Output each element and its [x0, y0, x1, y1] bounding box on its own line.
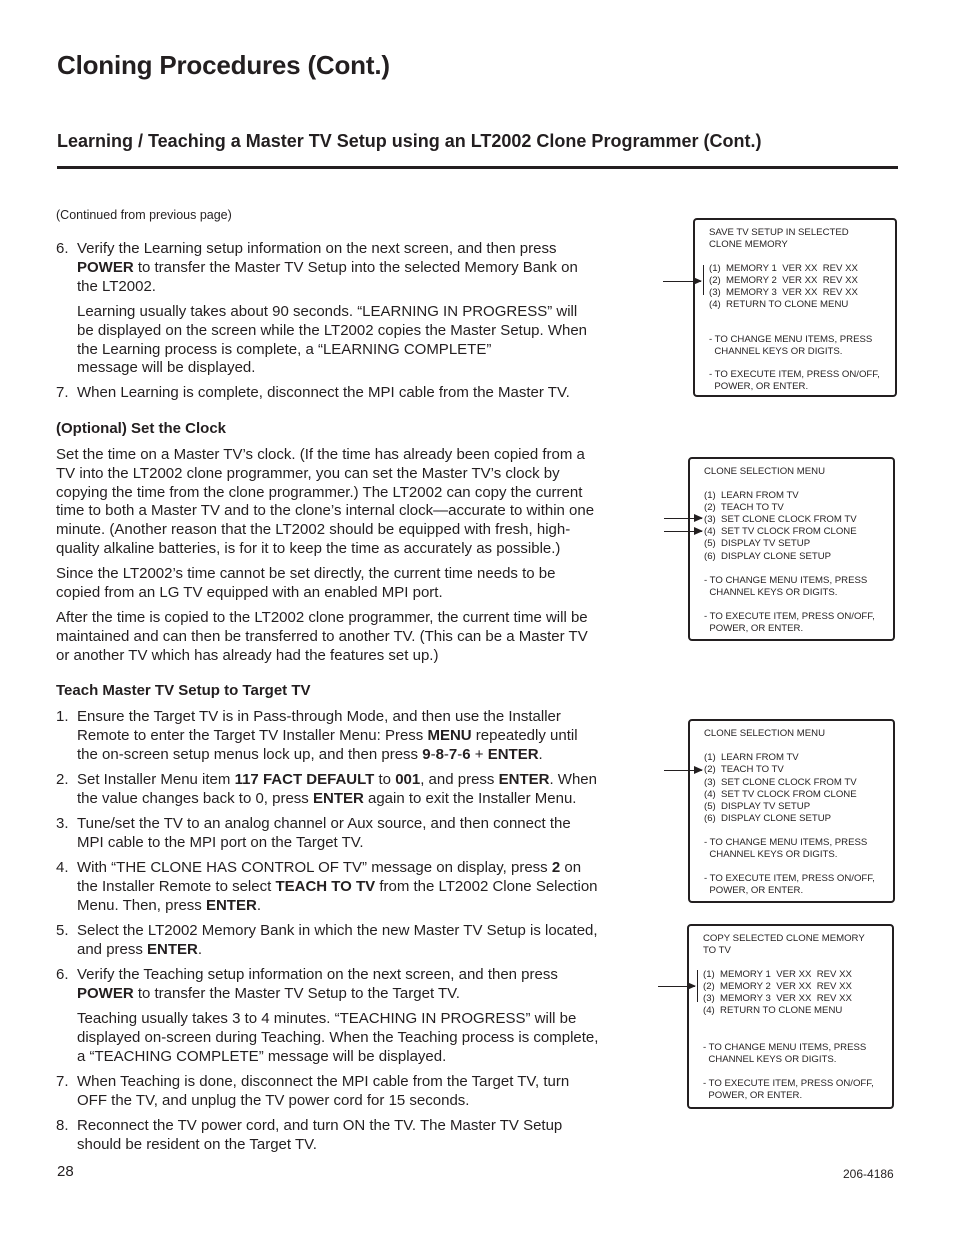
clone-menu-screen-teach: CLONE SELECTION MENU (1) LEARN FROM TV (2) TEACH TO TV (3) SET CLONE CLOCK FROM TV (4) SET TV CLOCK FROM CLONE (5) DISPLAY TV SETUP (6) DISPLAY CLONE SETUP - TO CHANGE MENU ITEMS, PRESS CHANNEL KEYS OR DIGITS. - TO EXECUTE ITEM, PRESS ON/OFF, POWER, OR ENTER.: [688, 719, 895, 903]
clock-para-3: After the time is copied to the LT2002 clone programmer, the current time will be maintained and can then be transferred to another TV. (This can be a Master TV or another TV which has already had the features set up.): [56, 609, 588, 664]
learning-step-6: [56, 240, 612, 296]
clock-heading: (Optional) Set the Clock: [56, 420, 227, 437]
step-number: 6.: [56, 240, 69, 257]
header-rule: [57, 166, 898, 169]
document-number: 206-4186: [843, 1167, 894, 1181]
teach-heading: Teach Master TV Setup to Target TV: [56, 682, 311, 699]
teach-step-2: 2. Set Installer Menu item 117 FACT DEFAULT to 001, and press ENTER. When the value changes back to 0, press ENTER again to exit the Installer Menu.: [56, 771, 597, 807]
pointer-arrow-icon: [663, 281, 701, 282]
teach-step-1: 1. Ensure the Target TV is in Pass-through Mode, and then use the Installer Remote to enter the Target TV Installer Menu: Press MENU repeatedly until the on-screen setup menus lock up, and then press 9-8-7-6 + ENTER.: [56, 708, 578, 763]
pointer-arrow-icon: [664, 531, 702, 532]
teach-step-8: 8. Reconnect the TV power cord, and turn ON the TV. The Master TV Setup should be resident on the Target TV.: [56, 1117, 563, 1153]
clock-para-1: Set the time on a Master TV’s clock. (If the time has already been copied from a TV into the LT2002 clone programmer, you can set the Master TV’s clock by copying the time from the clone programmer.) The LT2002 can copy the current time to both a Master TV and to the clone’s internal clock—accurate to within one minute. (Another reason that the LT2002 should be equipped with fresh, high- quality alkaline batteries, is for it to keep the time as accurately as possible.): [56, 446, 595, 557]
teach-step-6: 6. Verify the Teaching setup information on the next screen, and then press POWER to transfer the Master TV Setup to the Target TV.: [56, 966, 558, 1002]
page-number: 28: [57, 1163, 74, 1180]
section-subtitle: Learning / Teaching a Master TV Setup using an LT2002 Clone Programmer (Cont.): [57, 131, 762, 151]
step-line: Verify the Learning setup information on the next screen, and then press: [77, 240, 557, 257]
copy-memory-screen: COPY SELECTED CLONE MEMORY TO TV (1) MEMORY 1 VER XX REV XX (2) MEMORY 2 VER XX REV XX (3) MEMORY 3 VER XX REV XX (4) RETURN TO CLONE MENU - TO CHANGE MENU ITEMS, PRESS CHANNEL KEYS OR DIGITS. - TO EXECUTE ITEM, PRESS ON/OFF, POWER, OR ENTER.: [687, 924, 894, 1109]
learning-note: Learning usually takes about 90 seconds. “LEARNING IN PROGRESS” will be displayed on the screen while the LT2002 copies the Master Setup. When the Learning process is complete, a “LEARNING COMPLETE” message will be displayed.: [77, 303, 588, 377]
learning-step-7: 7. When Learning is complete, disconnect the MPI cable from the Master TV.: [56, 384, 570, 401]
teach-step-5: 5. Select the LT2002 Memory Bank in which the new Master TV Setup is located, and press ENTER.: [56, 922, 598, 958]
clock-para-2: Since the LT2002’s time cannot be set directly, the current time needs to be copied from an LG TV equipped with an enabled MPI port.: [56, 565, 556, 601]
teach-step-4: 4. With “THE CLONE HAS CONTROL OF TV” message on display, press 2 on the Installer Remote to select TEACH TO TV from the LT2002 Clone Selection Menu. Then, press ENTER.: [56, 859, 598, 914]
step-line: the LT2002.: [77, 277, 156, 295]
page-title: Cloning Procedures (Cont.): [57, 50, 390, 80]
step-line: POWER to transfer the Master TV Setup into the selected Memory Bank on: [77, 258, 578, 276]
continued-note: (Continued from previous page): [56, 208, 232, 222]
save-setup-screen: SAVE TV SETUP IN SELECTED CLONE MEMORY (1) MEMORY 1 VER XX REV XX (2) MEMORY 2 VER XX REV XX (3) MEMORY 3 VER XX REV XX (4) RETURN TO CLONE MENU - TO CHANGE MENU ITEMS, PRESS CHANNEL KEYS OR DIGITS. - TO EXECUTE ITEM, PRESS ON/OFF, POWER, OR ENTER.: [693, 218, 897, 397]
teach-step-7: 7. When Teaching is done, disconnect the MPI cable from the Target TV, turn OFF the TV, and unplug the TV power cord for 15 seconds.: [56, 1073, 570, 1109]
teaching-note: Teaching usually takes 3 to 4 minutes. “TEACHING IN PROGRESS” will be displayed on-screen during Teaching. When the Teaching process is complete, a “TEACHING COMPLETE” message will be displayed.: [77, 1010, 599, 1065]
pointer-arrow-icon: [664, 770, 702, 771]
selection-bracket: [703, 265, 704, 295]
selection-bracket: [697, 970, 698, 1002]
clone-menu-screen-clock: CLONE SELECTION MENU (1) LEARN FROM TV (2) TEACH TO TV (3) SET CLONE CLOCK FROM TV (4) SET TV CLOCK FROM CLONE (5) DISPLAY TV SETUP (6) DISPLAY CLONE SETUP - TO CHANGE MENU ITEMS, PRESS CHANNEL KEYS OR DIGITS. - TO EXECUTE ITEM, PRESS ON/OFF, POWER, OR ENTER.: [688, 457, 895, 641]
pointer-arrow-icon: [658, 986, 695, 987]
pointer-arrow-icon: [664, 518, 702, 519]
teach-step-3: 3. Tune/set the TV to an analog channel or Aux source, and then connect the MPI cable to the MPI port on the Target TV.: [56, 815, 571, 851]
